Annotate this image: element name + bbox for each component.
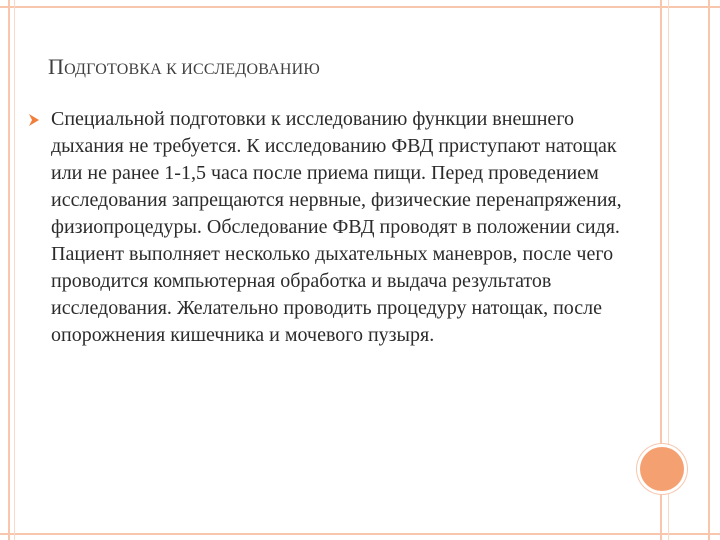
frame-line-left — [8, 0, 10, 540]
slide-title — [48, 54, 320, 80]
frame-line-bottom — [0, 533, 720, 535]
frame-line-top — [0, 6, 720, 8]
bullet-arrow-icon — [27, 113, 41, 127]
frame-line-left-inner — [14, 0, 15, 540]
decorative-circle-icon — [640, 447, 684, 491]
bullet-text: Специальной подготовки к исследованию функции внешнего дыхания не требуется. К исследованию ФВД приступают натощак или не ранее 1-1,5 часа после приема пищи. Перед проведением исследования запрещаются нервные, физические перенапряжения, физиопроцедуры. Обследование ФВД проводят в положении сидя. Пациент выполняет несколько дыхательных маневров, после чего проводится компьютерная обработка и выдача результатов исследования. Желательно проводить процедуру натощак, после опорожнения кишечника и мочевого пузыря. — [51, 108, 622, 346]
title-first-letter: П — [48, 54, 65, 79]
title-rest: ОДГОТОВКА К ИССЛЕДОВАНИЮ — [64, 61, 321, 78]
frame-line-right-outer — [708, 0, 710, 540]
bullet-item — [27, 106, 627, 349]
